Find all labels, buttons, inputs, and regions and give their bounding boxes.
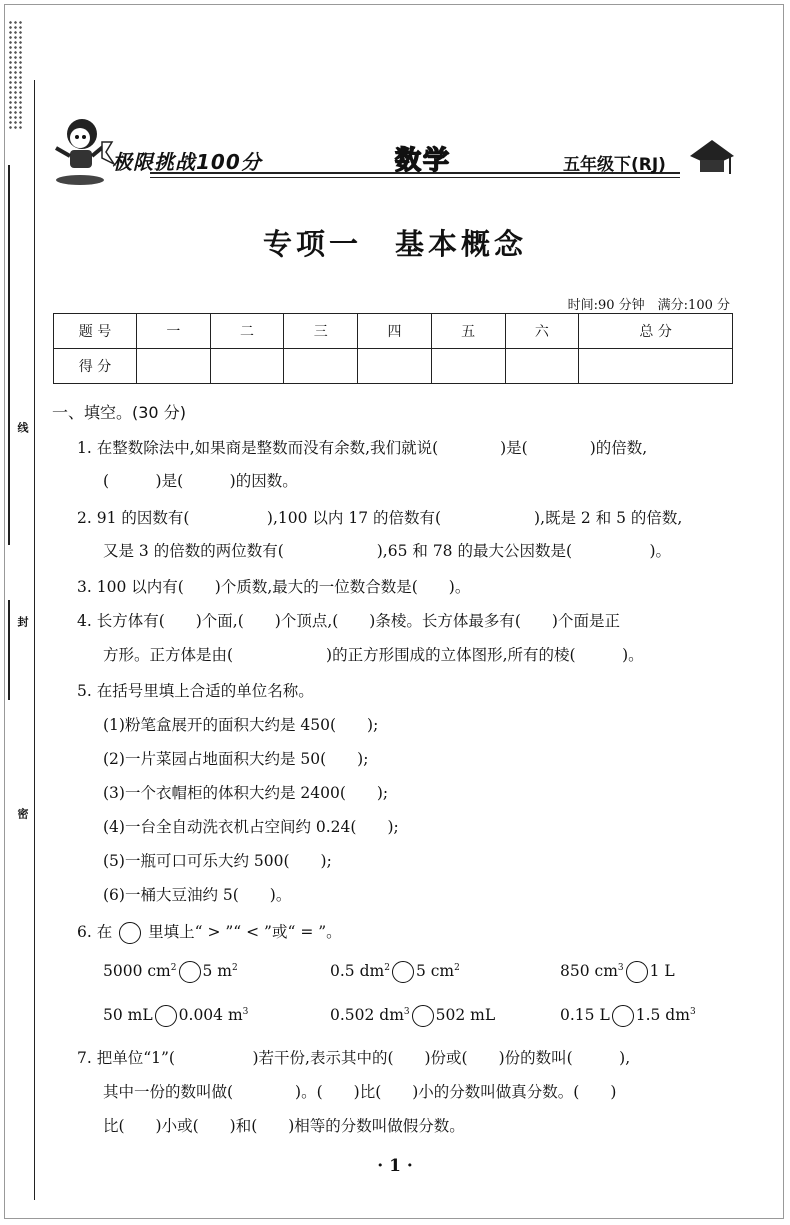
- compare-right: 0.004 m: [178, 1006, 243, 1024]
- q7-line2: 其中一份的数叫做( )。( )比( )小的分数叫做真分数。( ): [103, 1083, 617, 1101]
- compare-right: 1 L: [649, 962, 675, 980]
- compare-right: 1.5 dm: [635, 1006, 690, 1024]
- q5-item: (4)一台全自动洗衣机占空间约 0.24( );: [103, 818, 399, 836]
- compare-item: [330, 961, 460, 983]
- compare-item: [103, 1005, 248, 1027]
- score-cell: 总 分: [579, 314, 733, 349]
- score-cell: 三: [284, 314, 358, 349]
- compare-right-sup: 2: [232, 962, 238, 973]
- q5-item: (1)粉笔盒展开的面积大约是 450( );: [103, 716, 379, 734]
- score-cell: 四: [358, 314, 432, 349]
- q6-heading-post: 里填上“ > ”“ < ”或“ = ”。: [148, 923, 342, 941]
- graduation-cap-icon: [686, 134, 736, 180]
- score-table: [53, 313, 733, 384]
- q5-item: (3)一个衣帽柜的体积大约是 2400( );: [103, 784, 389, 802]
- compare-answer-circle[interactable]: [392, 961, 414, 983]
- compare-right: 5 cm: [415, 962, 455, 980]
- banner-rule-thin: [150, 177, 680, 178]
- q5-heading: 5. 在括号里填上合适的单位名称。: [77, 682, 314, 700]
- score-input-cell[interactable]: [431, 349, 505, 384]
- compare-left-sup: 2: [170, 962, 177, 973]
- compare-item: [103, 961, 238, 983]
- compare-answer-circle[interactable]: [155, 1005, 177, 1027]
- compare-right-sup: 3: [242, 1006, 249, 1017]
- q7-line1: 7. 把单位“1”( )若干份,表示其中的( )份或( )份的数叫( ),: [77, 1049, 631, 1067]
- binding-label-line: 线: [16, 422, 29, 433]
- binding-dots: [8, 20, 24, 130]
- compare-answer-circle[interactable]: [179, 961, 201, 983]
- score-cell: 一: [137, 314, 211, 349]
- score-input-cell[interactable]: [579, 349, 733, 384]
- compare-right: 502 mL: [435, 1006, 496, 1024]
- compare-right: 5 m: [202, 962, 232, 980]
- compare-left-sup: 3: [617, 962, 624, 973]
- subject-title: 数学: [395, 146, 452, 176]
- q1-line2: ( )是( )的因数。: [103, 472, 298, 490]
- q5-item: (2)一片菜园占地面积大约是 50( );: [103, 750, 369, 768]
- compare-left: 0.502 dm: [330, 1006, 404, 1024]
- q6-heading: [77, 920, 342, 944]
- q2-line1: 2. 91 的因数有( ),100 以内 17 的倍数有( ),既是 2 和 5 的倍数,: [77, 509, 683, 527]
- binding-line-mid: [8, 600, 10, 700]
- compare-left: 50 mL: [103, 1006, 153, 1024]
- grade-label: 五年级下(RJ): [563, 155, 666, 175]
- q4-line2: 方形。正方体是由( )的正方形围成的立体图形,所有的棱( )。: [103, 646, 644, 664]
- score-input-cell[interactable]: [358, 349, 432, 384]
- q1-line1: 1. 在整数除法中,如果商是整数而没有余数,我们就说( )是( )的倍数,: [77, 439, 648, 457]
- compare-circle-icon: [119, 922, 141, 944]
- score-table-score-row: [54, 349, 733, 384]
- series-title: 极限挑战100分: [112, 150, 262, 174]
- score-cell: 二: [210, 314, 284, 349]
- score-cell: 五: [431, 314, 505, 349]
- compare-left: 0.5 dm: [330, 962, 385, 980]
- compare-left: 5000 cm: [103, 962, 171, 980]
- compare-item: [560, 1005, 696, 1027]
- binding-label-seal: 封: [16, 616, 29, 627]
- section-heading: 一、填空。(30 分): [52, 403, 186, 422]
- q2-line2: 又是 3 的倍数的两位数有( ),65 和 78 的最大公因数是( )。: [103, 542, 672, 560]
- q6-heading-pre: 6. 在: [77, 923, 113, 941]
- binding-label-secret: 密: [16, 808, 29, 819]
- compare-item: [330, 1005, 495, 1027]
- compare-answer-circle[interactable]: [412, 1005, 434, 1027]
- score-input-cell[interactable]: [137, 349, 211, 384]
- compare-item: [560, 961, 675, 983]
- compare-answer-circle[interactable]: [612, 1005, 634, 1027]
- exam-info: 时间:90 分钟 满分:100 分: [567, 298, 730, 313]
- compare-left-sup: 2: [384, 962, 390, 973]
- score-cell: 题 号: [54, 314, 137, 349]
- q5-item: (5)一瓶可口可乐大约 500( );: [103, 852, 332, 870]
- score-input-cell[interactable]: [210, 349, 284, 384]
- q5-item: (6)一桶大豆油约 5( )。: [103, 886, 292, 904]
- q7-line3: 比( )小或( )和( )相等的分数叫做假分数。: [103, 1117, 465, 1135]
- compare-right-sup: 3: [689, 1006, 696, 1017]
- compare-left-sup: 3: [403, 1006, 410, 1017]
- score-cell: 得 分: [54, 349, 137, 384]
- score-input-cell[interactable]: [284, 349, 358, 384]
- score-cell: 六: [505, 314, 579, 349]
- q3: 3. 100 以内有( )个质数,最大的一位数合数是( )。: [77, 578, 471, 596]
- compare-right-sup: 2: [454, 962, 460, 973]
- compare-left: 850 cm: [560, 962, 618, 980]
- score-input-cell[interactable]: [505, 349, 579, 384]
- q4-line1: 4. 长方体有( )个面,( )个顶点,( )条棱。长方体最多有( )个面是正: [77, 612, 620, 630]
- page-title: 专项一 基本概念: [262, 227, 527, 261]
- compare-answer-circle[interactable]: [626, 961, 648, 983]
- page-number: · 1 ·: [377, 1156, 413, 1176]
- compare-left: 0.15 L: [560, 1006, 610, 1024]
- score-table-header-row: [54, 314, 733, 349]
- mascot-icon: [50, 112, 120, 192]
- header-banner: [50, 112, 740, 192]
